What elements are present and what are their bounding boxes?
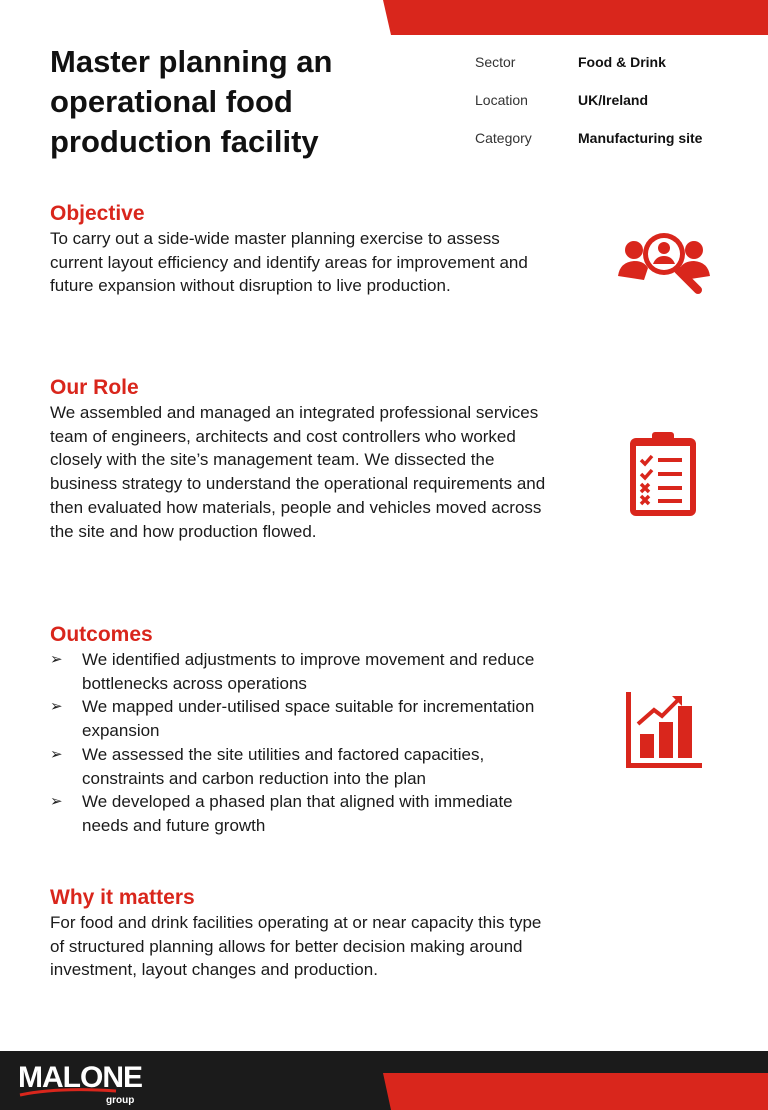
arrow-bullet-icon: ➢ (50, 651, 63, 668)
list-item-text: We assessed the site utilities and factored capacities, constraints and carbon reduction into the plan (82, 744, 485, 788)
arrow-bullet-icon: ➢ (50, 745, 63, 763)
meta-value: Food & Drink (578, 54, 666, 70)
objective-text: To carry out a side-wide master planning exercise to assess current layout efficiency and identify areas for improvement and future expansion without disruption to live production. (50, 229, 528, 296)
outcomes-section (50, 622, 550, 838)
meta-key: Location (475, 92, 528, 108)
list-item-text: We developed a phased plan that aligned with immediate needs and future growth (82, 792, 513, 835)
people-search-icon (618, 228, 710, 301)
meta-key: Sector (475, 54, 516, 70)
arrow-bullet-icon: ➢ (50, 793, 63, 811)
list-item (50, 790, 550, 837)
meta-value: Manufacturing site (578, 130, 703, 146)
role-heading: Our Role (50, 376, 139, 399)
role-section (50, 375, 550, 543)
footer-accent-bar (383, 1073, 768, 1110)
logo-wordmark: MALONE (18, 1061, 142, 1094)
meta-row-category (475, 130, 702, 168)
outcomes-list (50, 648, 550, 838)
outcomes-heading: Outcomes (50, 623, 153, 646)
list-item (50, 648, 550, 695)
top-accent-bar (383, 0, 768, 35)
role-text: We assembled and managed an integrated professional services team of engineers, architects and cost controllers who worked closely with the site’s management team. We dissected the business strategy to understand the operational requirements and then evaluated how materials, people and vehicles moved across the site and how production flowed. (50, 403, 546, 541)
meta-value: UK/Ireland (578, 92, 649, 108)
why-section (50, 885, 545, 982)
logo-subtext: group (106, 1095, 135, 1106)
list-item-text: We identified adjustments to improve movement and reduce bottlenecks across operations (82, 650, 535, 693)
meta-row-location (475, 92, 702, 130)
list-item (50, 743, 550, 790)
why-text: For food and drink facilities operating at or near capacity this type of structured planning allows for better decision making around investment, layout changes and production. (50, 913, 542, 980)
list-item (50, 695, 550, 742)
objective-section (50, 201, 550, 298)
meta-key: Category (475, 130, 532, 146)
malone-logo (18, 1061, 142, 1106)
objective-heading: Objective (50, 202, 145, 225)
why-heading: Why it matters (50, 886, 195, 909)
arrow-bullet-icon: ➢ (50, 698, 63, 716)
list-item-text: We mapped under-utilised space suitable for incrementation expansion (82, 697, 535, 741)
meta-row-sector (475, 54, 702, 92)
growth-chart-icon (626, 692, 702, 775)
page-title: Master planning an operational food production facility (50, 44, 333, 159)
logo-swoosh-icon (18, 1087, 118, 1097)
checklist-icon (628, 430, 698, 523)
project-meta (475, 54, 702, 168)
